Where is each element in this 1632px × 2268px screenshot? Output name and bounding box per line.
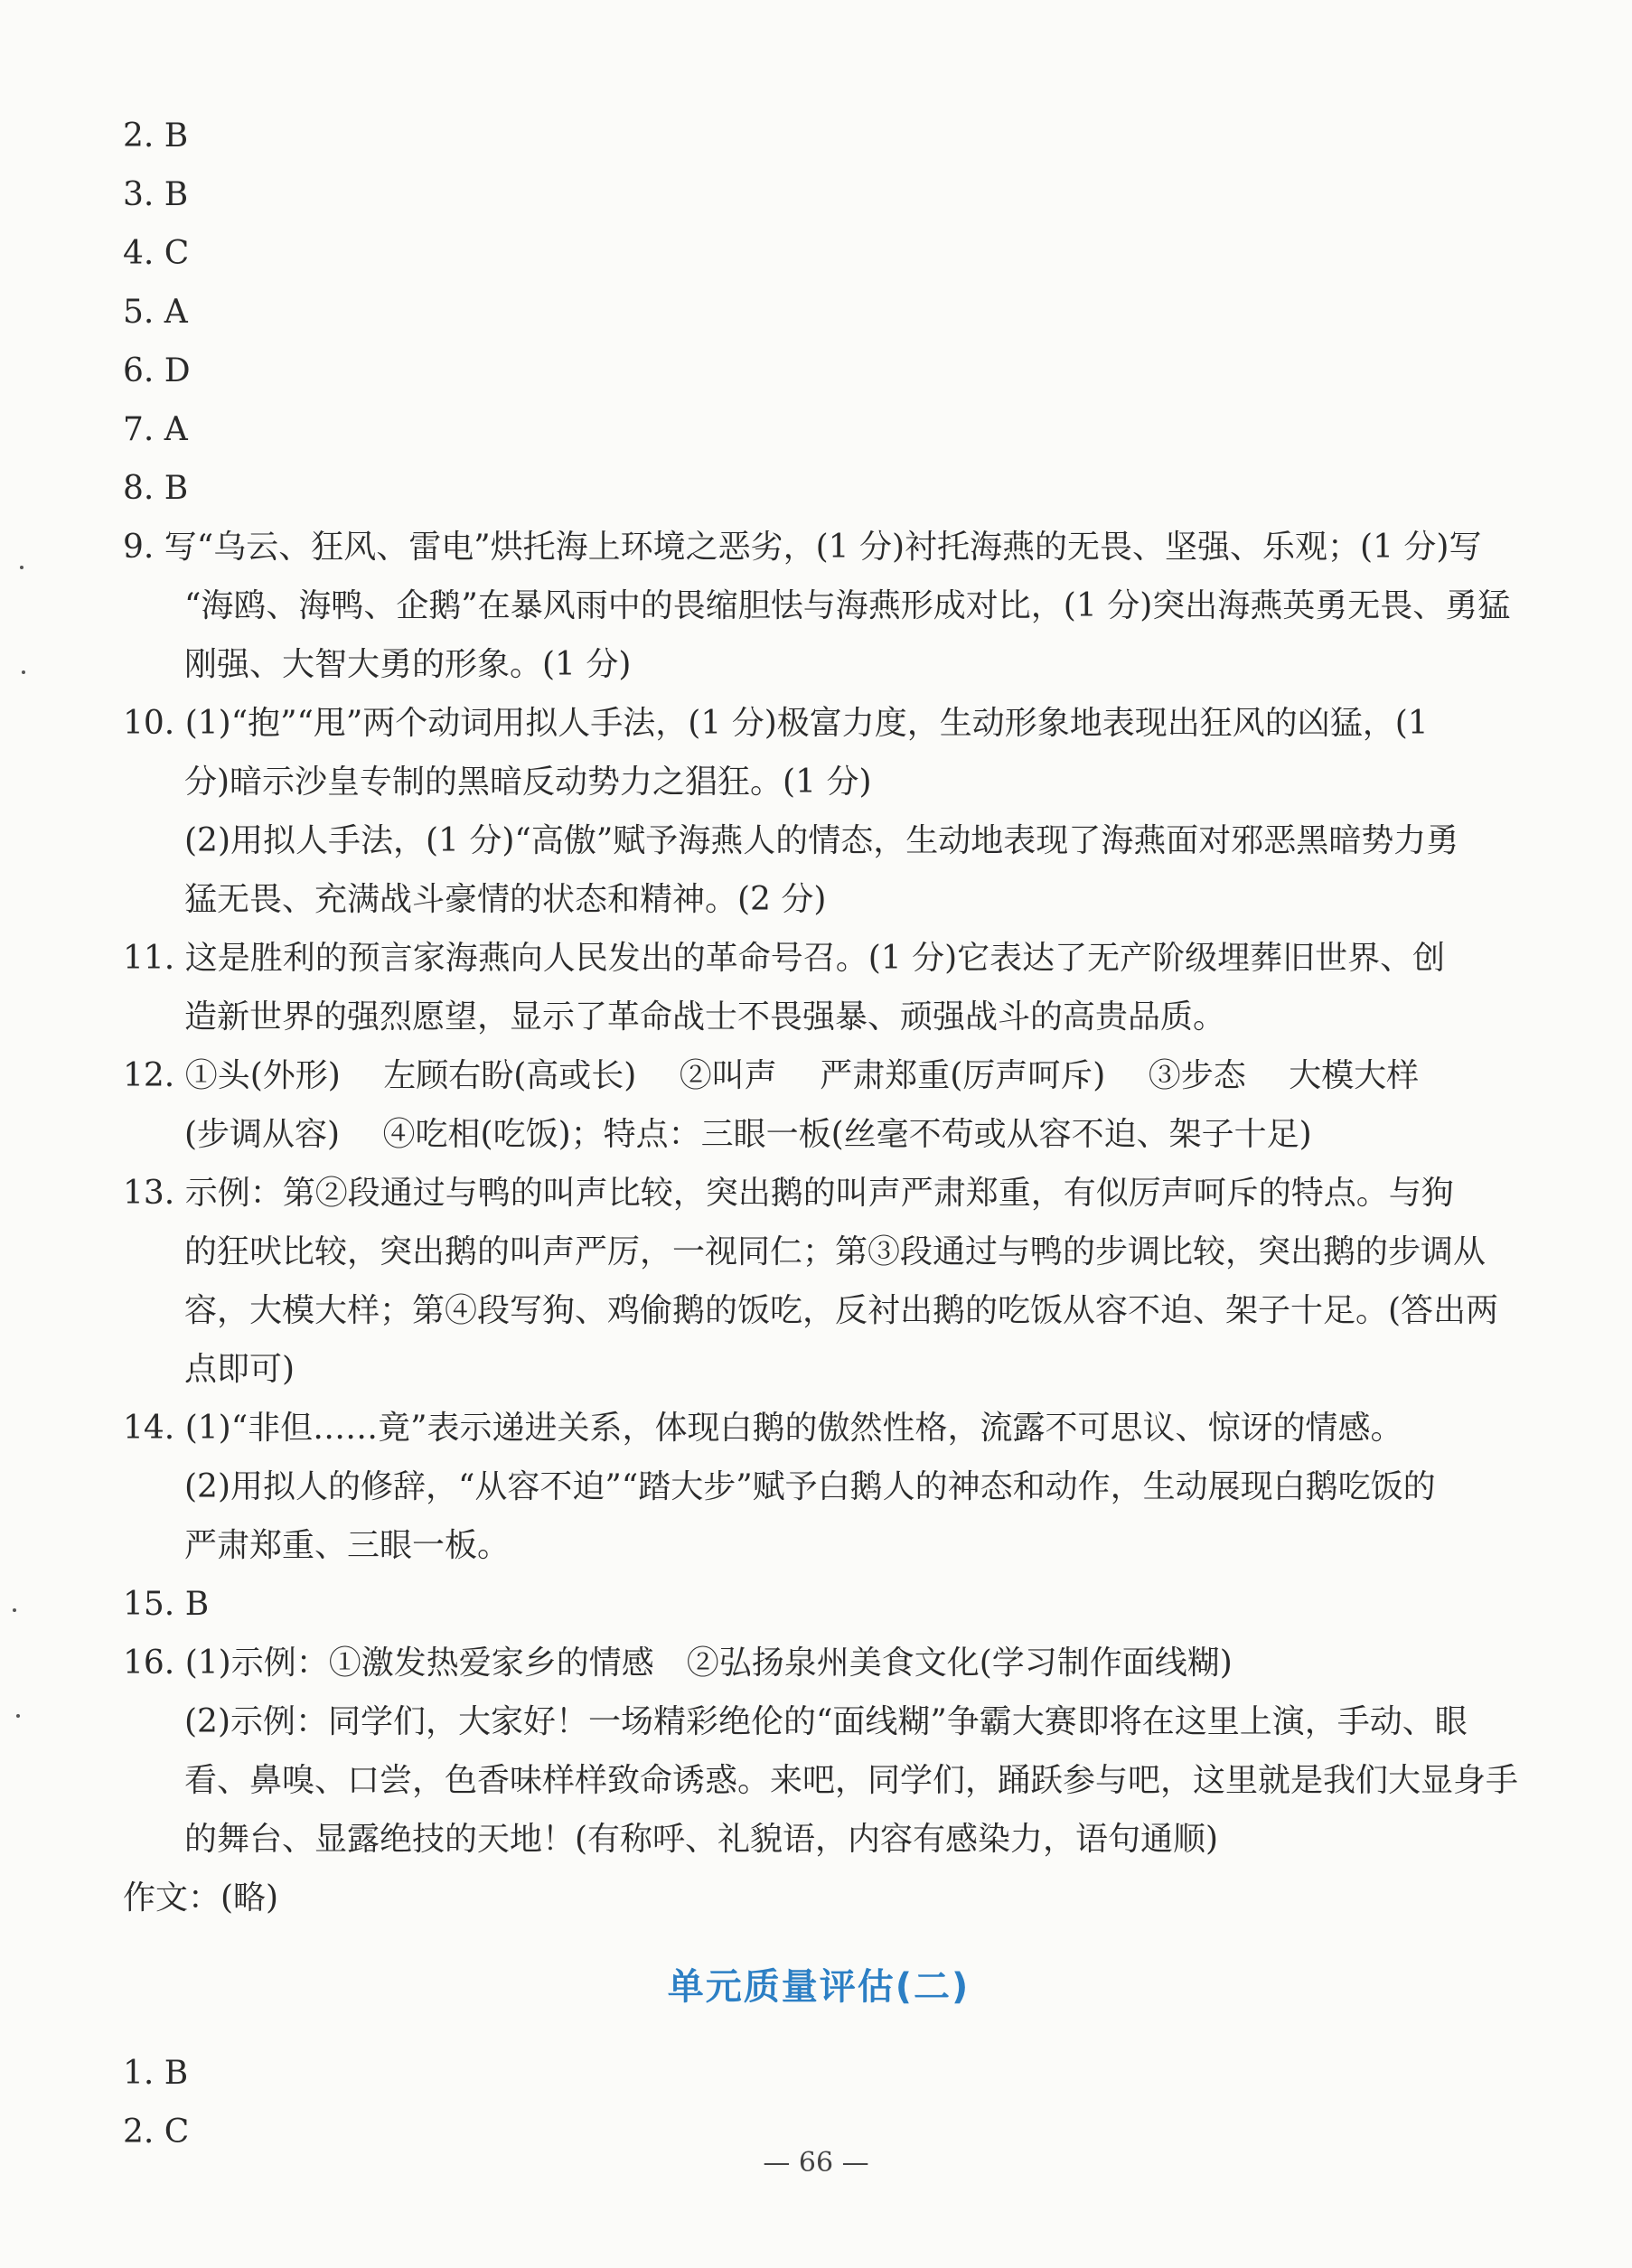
answer-line: 6. D — [123, 352, 191, 389]
answer-q16-line: 16. (1)示例：①激发热爱家乡的情感 ②弘扬泉州美食文化(学习制作面线糊) — [123, 1645, 1233, 1682]
answer-line: 3. B — [123, 176, 189, 213]
answer-q9-line: 9. 写“乌云、狂风、雷电”烘托海上环境之恶劣，(1 分)衬托海燕的无畏、坚强、乐观；(1 分)写 — [123, 529, 1482, 566]
answer-q16-line: (2)示例：同学们，大家好！一场精彩绝伦的“面线糊”争霸大赛即将在这里上演，手动、眼 — [184, 1703, 1468, 1740]
answer-line: 4. C — [123, 235, 190, 272]
answer-key — [123, 107, 1519, 2161]
answer-q15-line: 15. B — [123, 1586, 210, 1623]
answer-q10-line: (2)用拟人手法，(1 分)“高傲”赋予海燕人的情态，生动地表现了海燕面对邪恶黑暗势力勇 — [184, 822, 1459, 859]
answer-line: 1. B — [123, 2055, 189, 2092]
answer-q14-line: (2)用拟人的修辞，“从容不迫”“踏大步”赋予白鹅人的神态和动作，生动展现白鹅吃饭的 — [184, 1468, 1436, 1505]
answer-q10-line: 分)暗示沙皇专制的黑暗反动势力之猖狂。(1 分) — [184, 764, 872, 801]
scan-speck — [16, 1714, 20, 1718]
answer-q13-line: 点即可) — [184, 1351, 295, 1388]
answer-line: 8. B — [123, 470, 189, 507]
answer-line: 2. B — [123, 117, 189, 155]
answer-q14-line: 严肃郑重、三眼一板。 — [184, 1527, 511, 1564]
section-heading: 单元质量评估(二) — [667, 1966, 971, 2008]
answer-q13-line: 的狂吠比较，突出鹅的叫声严厉，一视同仁；第③段通过与鸭的步调比较，突出鹅的步调从 — [184, 1233, 1487, 1270]
answer-q11-line: 造新世界的强烈愿望，显示了革命战士不畏强暴、顽强战斗的高贵品质。 — [184, 998, 1226, 1036]
answer-q9-line: 刚强、大智大勇的形象。(1 分) — [184, 646, 632, 683]
answer-q10-line: 猛无畏、充满战斗豪情的状态和精神。(2 分) — [184, 881, 827, 918]
answer-q9-line: “海鸥、海鸭、企鹅”在暴风雨中的畏缩胆怯与海燕形成对比，(1 分)突出海燕英勇无畏、勇猛 — [184, 587, 1511, 624]
scan-speck — [13, 1608, 16, 1612]
answer-q14-line: 14. (1)“非但……竟”表示递进关系，体现白鹅的傲然性格，流露不可思议、惊讶的情感。 — [123, 1410, 1403, 1447]
answer-line: 7. A — [123, 411, 188, 448]
answer-q16-line: 的舞台、显露绝技的天地！(有称呼、礼貌语，内容有感染力，语句通顺) — [184, 1821, 1219, 1858]
answer-q16-line: 看、鼻嗅、口尝，色香味样样致命诱惑。来吧，同学们，踊跃参与吧，这里就是我们大显身手 — [184, 1762, 1519, 1799]
answer-q12-line: 12. ①头(外形) 左顾右盼(高或长) ②叫声 严肃郑重(厉声呵斥) ③步态 大模大样 — [123, 1057, 1420, 1094]
answer-q13-line: 13. 示例：第②段通过与鸭的叫声比较，突出鹅的叫声严肃郑重，有似厉声呵斥的特点。与狗 — [123, 1175, 1454, 1212]
essay-line: 作文：(略) — [123, 1879, 279, 1917]
answer-line: 5. A — [123, 294, 188, 331]
answer-q12-line: (步调从容) ④吃相(吃饭)；特点：三眼一板(丝毫不苟或从容不迫、架子十足) — [184, 1116, 1312, 1153]
scan-speck — [20, 566, 23, 569]
answer-q13-line: 容，大模大样；第④段写狗、鸡偷鹅的饭吃，反衬出鹅的吃饭从容不迫、架子十足。(答出两 — [184, 1292, 1499, 1329]
answer-q11-line: 11. 这是胜利的预言家海燕向人民发出的革命号召。(1 分)它表达了无产阶级埋葬旧世界、创 — [123, 940, 1446, 977]
scan-speck — [22, 670, 25, 674]
answer-line: 2. C — [123, 2113, 190, 2151]
answer-q10-line: 10. (1)“抱”“甩”两个动词用拟人手法，(1 分)极富力度，生动形象地表现出狂风的凶猛，(1 — [123, 705, 1429, 742]
page-number: — 66 — — [763, 2147, 869, 2179]
